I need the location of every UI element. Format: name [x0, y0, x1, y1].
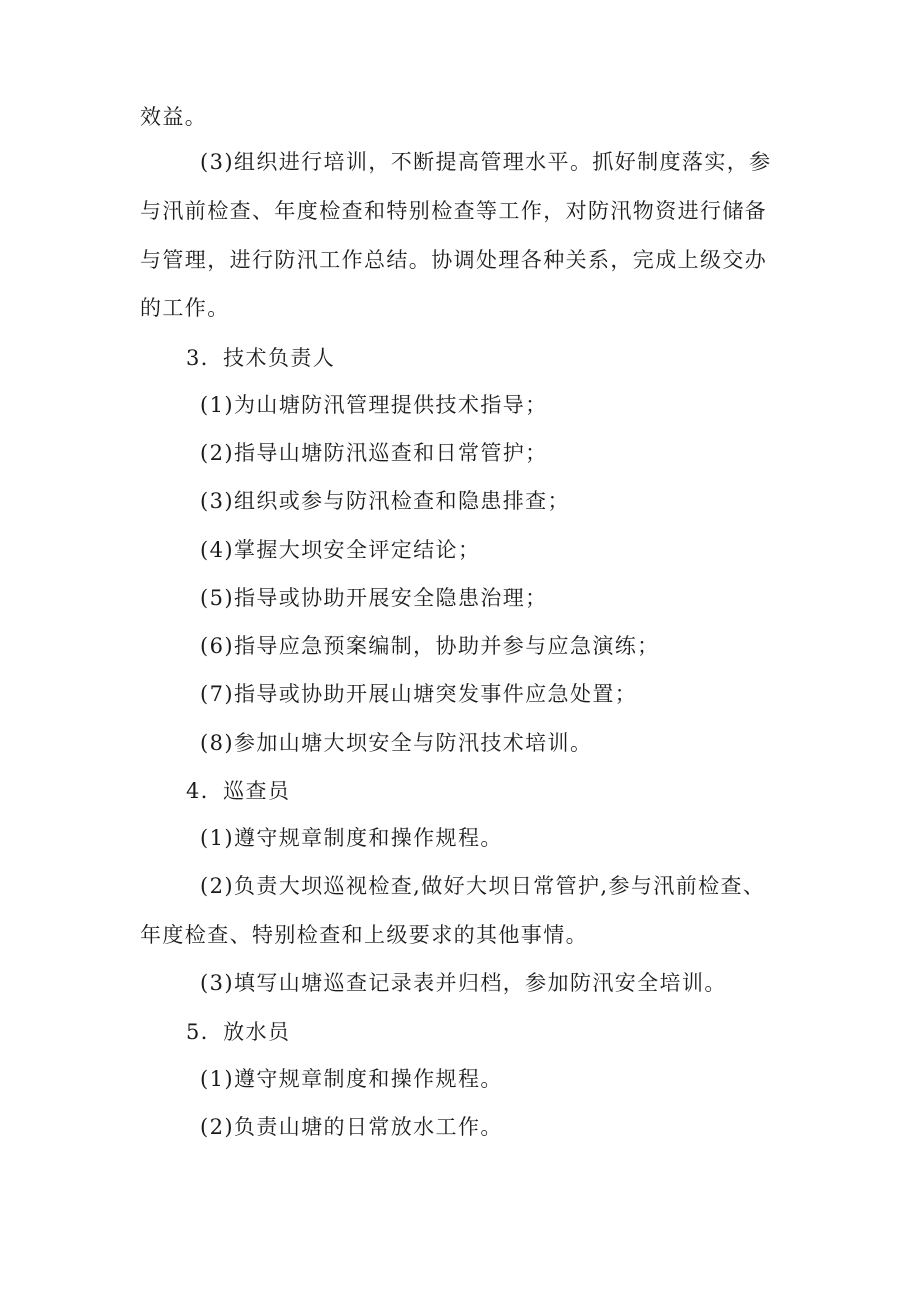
- paragraph-line: 与汛前检查、年度检查和特别检查等工作，对防汛物资进行储备: [140, 199, 768, 223]
- list-item: (2)负责山塘的日常放水工作。: [200, 1115, 503, 1139]
- list-item: (2)负责大坝巡视检查,做好大坝日常管护,参与汛前检查、: [200, 874, 766, 898]
- list-item: (1)遵守规章制度和操作规程。: [200, 1067, 503, 1091]
- section-heading: 3．技术负责人: [186, 346, 336, 370]
- list-item: (1)为山塘防汛管理提供技术指导；: [200, 393, 548, 417]
- paragraph-line: 的工作。: [140, 296, 230, 320]
- list-item: (7)指导或协助开展山塘突发事件应急处置；: [200, 682, 638, 706]
- list-item: (2)指导山塘防汛巡查和日常管护；: [200, 441, 548, 465]
- paragraph-continuation: 效益。: [140, 105, 208, 129]
- list-item: (1)遵守规章制度和操作规程。: [200, 826, 503, 850]
- section-heading: 5．放水员: [186, 1020, 291, 1044]
- list-item: (5)指导或协助开展安全隐患治理；: [200, 586, 548, 610]
- list-item: (3)组织或参与防汛检查和隐患排查；: [200, 489, 570, 513]
- list-item: (3)组织进行培训，不断提高管理水平。抓好制度落实，参: [200, 150, 772, 174]
- paragraph-line: 与管理，进行防汛工作总结。协调处理各种关系，完成上级交办: [140, 248, 768, 272]
- section-heading: 4．巡查员: [186, 779, 291, 803]
- list-item: (6)指导应急预案编制，协助并参与应急演练；: [200, 634, 660, 658]
- list-item: (8)参加山塘大坝安全与防汛技术培训。: [200, 731, 593, 755]
- list-item: (4)掌握大坝安全评定结论；: [200, 538, 481, 562]
- paragraph-line: 年度检查、特别检查和上级要求的其他事情。: [140, 923, 588, 947]
- list-item: (3)填写山塘巡查记录表并归档，参加防汛安全培训。: [200, 971, 727, 995]
